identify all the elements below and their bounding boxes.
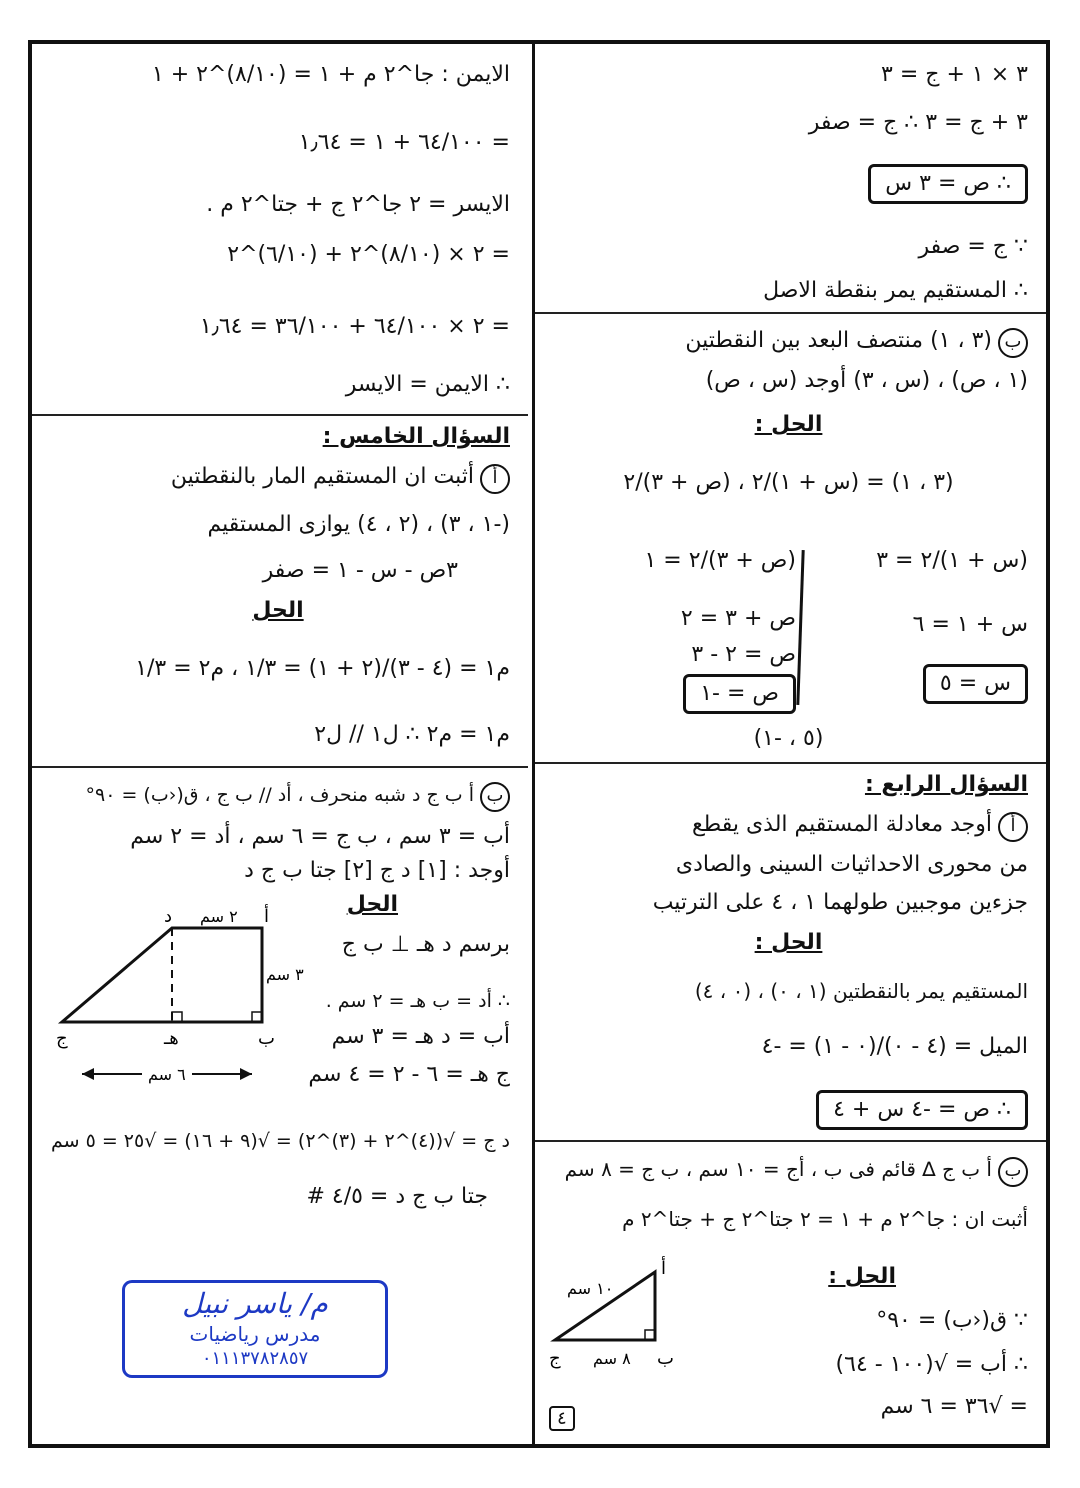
q3b-answer: (٥ ، -١): [753, 726, 824, 751]
q5b-work: برسم د هـ ⊥ ب ج: [341, 932, 510, 957]
q4-tag: أ: [998, 812, 1028, 842]
q4-solution-label: الحل :: [754, 930, 823, 955]
proof-line: = ٦٤/١٠٠ + ١ = ١٫٦٤: [298, 130, 510, 155]
eq-line: ∴ المستقيم يمر بنقطة الاصل: [763, 278, 1028, 303]
eq-line: ∵ ج = صفر: [918, 234, 1028, 259]
proof-line: الايسر = ٢ جا^٢ ج + جتا^٢ م .: [206, 192, 510, 217]
worksheet-page: [28, 40, 1050, 1448]
q5-work: م١ = (٤ - ٣)/(٢ + ١) = ١/٣ ، م٢ = ١/٣: [135, 656, 510, 681]
q4-line-1: أأوجد معادلة المستقيم الذى يقطع: [549, 810, 1028, 842]
q4-answer-line: [685, 1090, 1028, 1130]
q3b-line-1: ب(٣ ، ١) منتصف البعد بين النقطتين: [549, 326, 1028, 358]
q5b-tag: ب: [480, 782, 510, 812]
proof-line: = ٢ × (٨/١٠)^٢ + (٦/١٠)^٢: [227, 242, 510, 267]
left-column: [32, 44, 528, 1444]
q4b-solution-label: الحل :: [828, 1264, 896, 1289]
q3b-x-work: س + ١ = ٦: [912, 612, 1028, 637]
proof-conclusion: ∴ الايمن = الايسر: [345, 372, 510, 397]
section-divider: [32, 414, 528, 416]
q4b-work: = √٣٦ = ٦ سم: [880, 1394, 1028, 1419]
q5b-work: د ج = √((٤)^٢ + (٣)^٢) = √(٩ + ١٦) = √٢٥ = ٥ سم: [50, 1130, 510, 1152]
q4-work: الميل = (٤ - ٠)/(٠ - ١) = -٤: [761, 1034, 1028, 1059]
q3b-tag: ب: [998, 328, 1028, 358]
result-box: ∴ ص = ٣ س: [868, 164, 1028, 204]
q3b-main-work: (٣ ، ١) = (س + ١)/٢ ، (ص + ٣)/٢: [623, 470, 954, 495]
q3b-line-2: (١ ، ص) ، (س ، ٣) أوجد (س ، ص): [705, 368, 1028, 393]
q3b-solution-label: الحل :: [754, 412, 823, 437]
q4-line-2: من محورى الاحداثيات السينى والصادى: [675, 852, 1028, 877]
section-divider: [535, 1140, 1046, 1142]
stamp-title: مدرس رياضيات: [189, 1322, 321, 1346]
tri-bc-label: ٨ سم: [593, 1349, 631, 1368]
q5-work: م١ = م٢ ∴ ل١ // ل٢: [314, 722, 510, 747]
section-divider: [535, 762, 1046, 764]
section-divider: [32, 766, 528, 768]
proof-line: = ٢ × ٦٤/١٠٠ + ٣٦/١٠٠ = ١٫٦٤: [199, 314, 510, 339]
q4b-line-1: بأ ب ج ∆ قائم فى ب ، أج = ١٠ سم ، ب ج = ٨ سم: [549, 1154, 1028, 1187]
tri-vertex-a-label: أ: [661, 1258, 667, 1279]
right-column: [535, 44, 1046, 1444]
stamp-phone: ٠١١١٣٧٨٢٨٥٧: [201, 1348, 309, 1369]
tri-vertex-b-label: ب: [657, 1348, 674, 1369]
q3b-y-work: ص = ٢ - ٣: [691, 642, 796, 667]
q5b-line-2: أب = ٣ سم ، ب ج = ٦ سم ، أد = ٢ سم: [130, 824, 510, 849]
q4b-line-2: أثبت ان : جا^٢ م + ١ = ٢ جتا^٢ ج + جتا^٢ م: [622, 1207, 1028, 1231]
q4-work: المستقيم يمر بالنقطتين (١ ، ٠) ، (٠ ، ٤): [694, 979, 1028, 1003]
q5b-work: ج هـ = ٦ - ٢ = ٤ سم: [308, 1062, 510, 1087]
section-divider: [535, 312, 1046, 314]
q5b-work: جتا ب ج د = ٤/٥ #: [306, 1184, 488, 1209]
ab-length-label: ٣ سم: [266, 965, 304, 984]
q5-solution-label: الحل: [252, 598, 304, 623]
q5-line-2: (-١ ، ٣) ، (٢ ، ٤) يوازى المستقيم: [207, 512, 510, 537]
stamp-name: م/ ياسر نبيل: [182, 1287, 328, 1320]
q3b-y-work: (ص + ٣)/٢ = ١: [644, 548, 796, 573]
q4b-work: ∵ ق(‹ب) = ٩٠°: [876, 1308, 1028, 1333]
teacher-stamp: [122, 1280, 388, 1378]
vertex-a-label: أ: [264, 906, 270, 927]
q5-line-3: ٣ص - س - ١ = صفر: [262, 558, 458, 583]
q4b-tag: ب: [998, 1157, 1028, 1187]
vertex-b-label: ب: [258, 1028, 275, 1049]
eq-boxed-line: [725, 164, 1028, 204]
q3b-x-answer: س = ٥: [815, 664, 1028, 704]
vertex-d-label: د: [164, 906, 173, 927]
q5b-line-3: أوجد : [١] د ج [٢] جتا ب ج د: [244, 858, 510, 883]
eq-line: ٣ × ١ + ج = ٣: [881, 62, 1028, 87]
tri-ac-label: ١٠ سم: [567, 1279, 614, 1298]
q5b-work: أب = د هـ = ٣ سم: [331, 1024, 510, 1049]
q4-answer-box: ∴ ص = -٤ س + ٤: [816, 1090, 1028, 1130]
q5b-work: ∴ أد = ب هـ = ٢ سم .: [325, 990, 510, 1012]
q5b-solution-label: الحل: [346, 892, 398, 917]
q3b-y-work: ص + ٣ = ٢: [680, 606, 796, 631]
proof-line: الايمن : جا^٢ م + ١ = (٨/١٠)^٢ + ١: [151, 62, 510, 87]
right-triangle-figure: [545, 1260, 695, 1380]
trapezoid-figure: [52, 902, 304, 1092]
q4-heading: السؤال الرابع :: [864, 772, 1028, 797]
bc-length-label: ٦ سم: [148, 1065, 186, 1084]
q4-line-3: جزءين موجبين طولهما ١ ، ٤ على الترتيب: [652, 890, 1028, 915]
vertex-c-label: ج: [56, 1028, 68, 1049]
q3b-y-answer: ص = -١: [549, 674, 796, 714]
work-separator: [796, 550, 804, 705]
q4b-work: ∴ أب = √(١٠٠ - ٦٤): [835, 1352, 1028, 1377]
vertex-h-label: هـ: [164, 1028, 179, 1049]
q5-heading: السؤال الخامس :: [322, 424, 510, 449]
q5-line-1: أأثبت ان المستقيم المار بالنقطتين: [46, 462, 510, 494]
eq-line: ٣ + ج = ٣ ∴ ج = صفر: [808, 110, 1028, 135]
q5b-line-1: بأ ب ج د شبه منحرف ، أد // ب ج ، ق(‹ب) = ٩٠°: [46, 780, 510, 812]
tri-vertex-c-label: ج: [549, 1348, 561, 1369]
page-number: ٤: [549, 1406, 575, 1431]
q5-tag: أ: [480, 464, 510, 494]
ad-length-label: ٢ سم: [200, 907, 238, 926]
q3b-x-work: (س + ١)/٢ = ٣: [876, 548, 1028, 573]
